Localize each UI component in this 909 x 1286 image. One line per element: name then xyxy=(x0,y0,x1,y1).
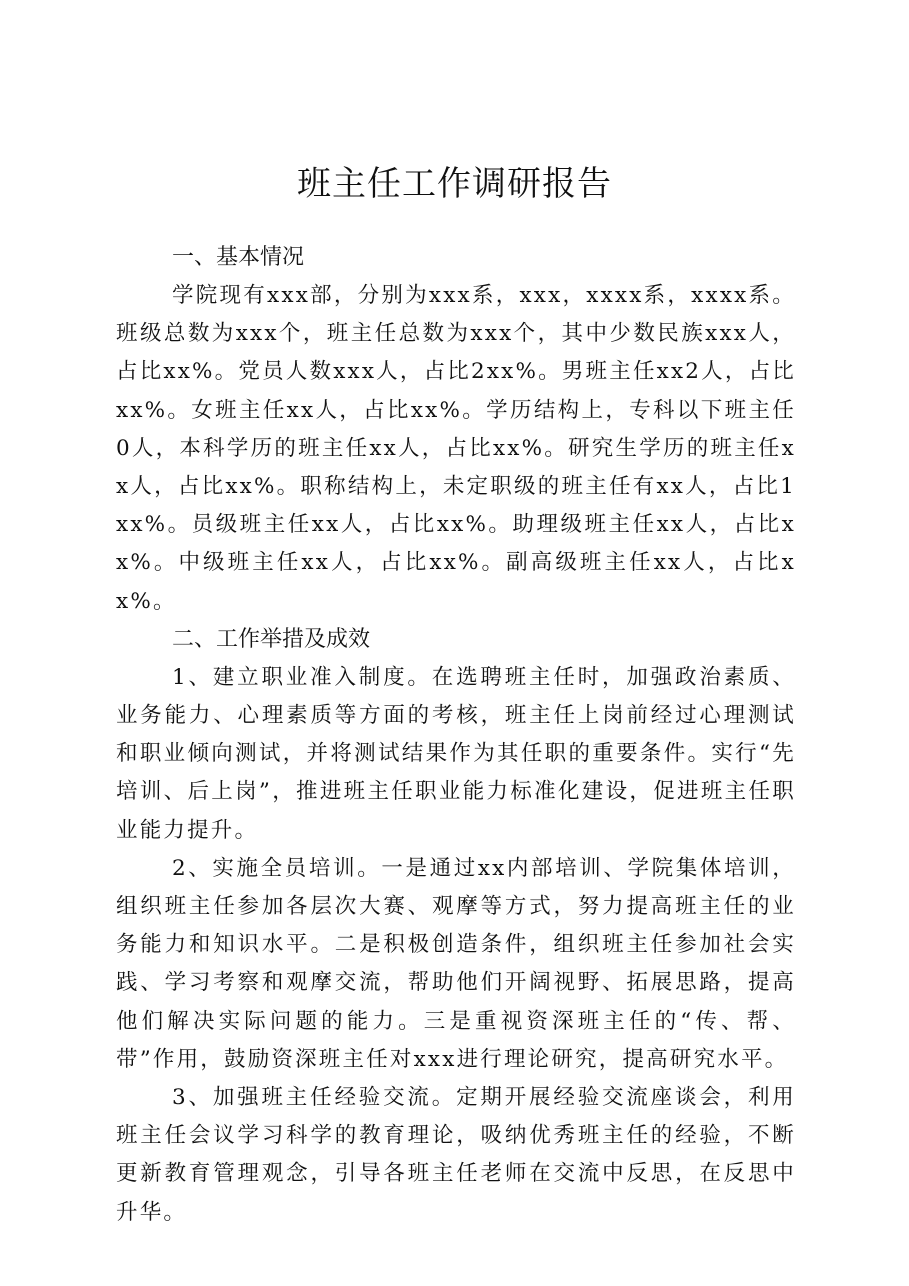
paragraph: 1、建立职业准入制度。在选聘班主任时，加强政治素质、业务能力、心理素质等方面的考核，班主任上岗前经过心理测试和职业倾向测试，并将测试结果作为其任职的重要条件。实行“先培训、后上岗”，推进班主任职业能力标准化建设，促进班主任职业能力提升。 xyxy=(116,664,796,843)
section-heading: 二、工作举措及成效 xyxy=(172,626,371,652)
document-title: 班主任工作调研报告 xyxy=(297,164,612,204)
section-heading: 一、基本情况 xyxy=(172,245,305,270)
paragraph: 2、实施全员培训。一是通过xx内部培训、学院集体培训，组织班主任参加各层次大赛、观摩等方式，努力提高班主任的业务能力和知识水平。二是积极创造条件，组织班主任参加社会实践、学习考察和观摩交流，帮助他们开阔视野、拓展思路，提高他们解决实际问题的能力。三是重视资深班主任的“传、帮、带”作用，鼓励资深班主任对xxx进行理论研究，提高研究水平。 xyxy=(116,855,796,1072)
paragraph: 学院现有xxx部，分别为xxx系，xxx，xxxx系，xxxx系。班级总数为xxx个，班主任总数为xxx个，其中少数民族xxx人，占比xx%。党员人数xxx人，占比2xx%。男班主任xx2人，占比xx%。女班主任xx人，占比xx%。学历结构上，专科以下班主任0人，本科学历的班主任xx人，占比xx%。研究生学历的班主任xx人，占比xx%。职称结构上，未定职级的班主任有xx人，占比1xx%。员级班主任xx人，占比xx%。助理级班主任xx人，占比xx%。中级班主任xx人，占比xx%。副高级班主任xx人，占比xx%。 xyxy=(116,283,796,614)
paragraph: 3、加强班主任经验交流。定期开展经验交流座谈会，利用班主任会议学习科学的教育理论，吸纳优秀班主任的经验，不断更新教育管理观念，引导各班主任老师在交流中反思，在反思中升华。 xyxy=(116,1085,796,1225)
section-basic-situation xyxy=(116,239,796,621)
section-measures-results xyxy=(116,621,796,1232)
document-body xyxy=(116,239,796,1232)
